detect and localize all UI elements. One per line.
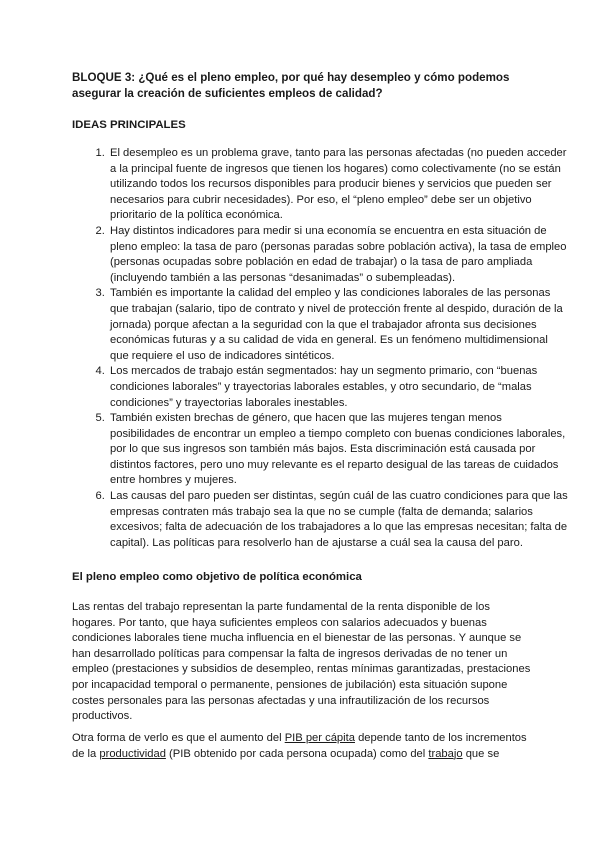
productividad-link[interactable]: productividad — [99, 747, 166, 760]
ideas-list — [72, 146, 568, 551]
list-item: 5. También existen brechas de género, que hacen que las mujeres tengan menos posibilidades de encontrar un empleo a tiempo completo con buenas condiciones laborales, por lo que sus ingresos son también más bajos. Esta discriminación está causada por distintos factores, pero uno muy relevante es el reparto desigual de las tareas de cuidados entre hombres y mujeres. — [108, 411, 568, 489]
list-item: 3. También es importante la calidad del empleo y las condiciones laborales de las personas que trabajan (salario, tipo de contrato y nivel de protección frente al despido, duración de la jornada) porque afectan a la seguridad con la que el trabajador afronta sus decisiones económicas futuras y a su calidad de vida en general. Es un fenómeno multidimensional que requiere el uso de indicadores sintéticos. — [108, 286, 568, 364]
paragraph-text: depende tanto de los incrementos de la — [72, 732, 527, 760]
paragraph-text: Otra forma de verlo es que el aumento del — [72, 732, 285, 744]
pib-per-capita-link[interactable]: PIB per cápita — [284, 732, 355, 744]
list-item: 6. Las causas del paro pueden ser distintas, según cuál de las cuatro condiciones para que las empresas contraten más trabajo sea la que no se cumple (falta de demanda; salarios excesivos; falta de adecuación de los trabajadores a lo que las empresas necesitan; falta de capital). Las políticas para resolverlo han de ajustarse a cuál sea la causa del paro. — [108, 489, 568, 551]
ideas-heading: IDEAS PRINCIPALES — [72, 119, 186, 131]
paragraph-text: que se — [462, 747, 500, 760]
list-item: 2. Hay distintos indicadores para medir si una economía se encuentra en esta situación de pleno empleo: la tasa de paro (personas paradas sobre población activa), la tasa de empleo (personas ocupadas sobre población en edad de trabajar) o la tasa de paro ampliada (incluyendo también a las personas “desanimadas” o subempleadas). — [108, 224, 568, 286]
document-title: BLOQUE 3: ¿Qué es el pleno empleo, por qué hay desempleo y cómo podemos asegurar la creación de suficientes empleos de calidad? — [72, 71, 510, 100]
trabajo-link[interactable]: trabajo — [428, 747, 463, 760]
paragraph — [72, 731, 534, 762]
paragraph-text: (PIB obtenido por cada persona ocupada) como del — [165, 747, 429, 760]
list-item: 4. Los mercados de trabajo están segmentados: hay un segmento primario, con “buenas condiciones laborales” y trayectorias laborales estables, y otro secundario, de “malas condiciones” y trayectorias laborales inestables. — [108, 364, 568, 411]
paragraph: Las rentas del trabajo representan la parte fundamental de la renta disponible de los hogares. Por tanto, que haya suficientes empleos con salarios adecuados y buenas condiciones laborales tiene mucha influencia en el bienestar de las personas. Y aunque se han desarrollado políticas para compensar la falta de ingresos derivadas de no tener un empleo (prestaciones y subsidios de desempleo, rentas mínimas garantizadas, prestaciones por incapacidad temporal o permanente, pensiones de jubilación) esta situación supone costes personales para las personas afectadas y una infrautilización de los recursos productivos. — [72, 601, 531, 723]
list-item: 1. El desempleo es un problema grave, tanto para las personas afectadas (no pueden acceder a la principal fuente de ingresos que tienen los hogares) como colectivamente (no se están utilizando todos los recursos disponibles para producir bienes y servicios que pueden ser necesarios para cubrir necesidades). Por eso, el “pleno empleo” debe ser un objetivo prioritario de la política económica. — [108, 146, 568, 224]
section-heading: El pleno empleo como objetivo de política económica — [72, 571, 362, 583]
